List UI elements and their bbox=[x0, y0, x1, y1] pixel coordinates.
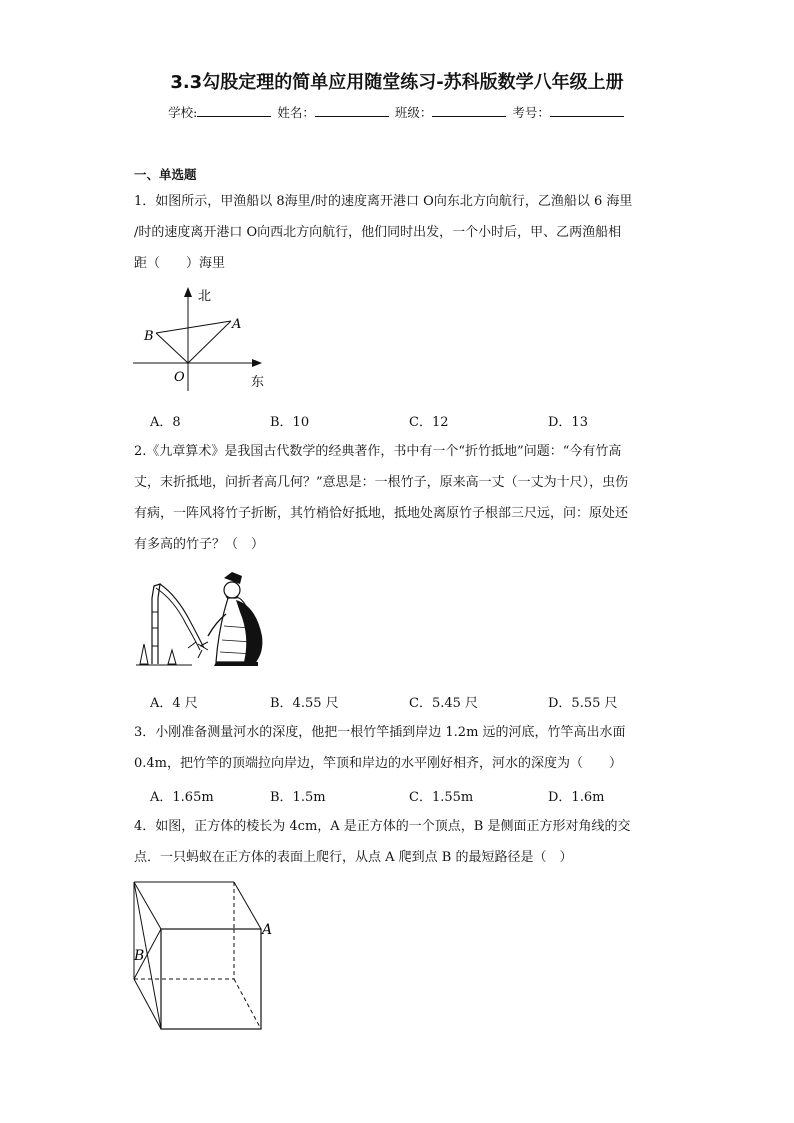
question-4-line-2: 点．一只蚂蚁在正方体的表面上爬行，从点 A 爬到点 B 的最短路径是（ ） bbox=[134, 850, 573, 865]
class-label: 班级： bbox=[394, 105, 433, 120]
question-1-options bbox=[150, 411, 670, 429]
question-4-cube-figure bbox=[126, 874, 286, 1034]
segment-ob bbox=[156, 333, 188, 363]
question-1-line-3: 距（ ）海里 bbox=[134, 256, 226, 271]
school-blank[interactable] bbox=[197, 104, 271, 117]
question-2-line-1: 2.《九章算术》是我国古代数学的经典著作，书中有一个“折竹抵地”问题：“今有竹高 bbox=[134, 444, 622, 459]
north-arrow bbox=[184, 287, 192, 297]
question-1-line-2: /时的速度离开港口 O向西北方向航行，他们同时出发，一个小时后，甲、乙两渔船相 bbox=[134, 225, 622, 240]
name-blank[interactable] bbox=[315, 104, 389, 117]
question-3-line-2: 0.4m，把竹竿的顶端拉向岸边，竿顶和岸边的水平刚好相齐，河水的深度为（ ） bbox=[134, 756, 623, 771]
question-1-line-1: 1．如图所示，甲渔船以 8海里/时的速度离开港口 O向东北方向航行，乙渔船以 6 海里 bbox=[134, 194, 633, 209]
option-c[interactable]: C．5.45 尺 bbox=[409, 696, 479, 711]
section-heading: 一、单选题 bbox=[134, 167, 197, 182]
origin-label: O bbox=[174, 370, 185, 385]
exam-no-blank[interactable] bbox=[550, 104, 624, 117]
question-2-line-3: 有病，一阵风将竹子折断，其竹梢恰好抵地，抵地处离原竹子根部三尺远，问：原处还 bbox=[134, 506, 629, 521]
option-d[interactable]: D．5.55 尺 bbox=[548, 696, 618, 711]
point-a-label: A bbox=[262, 922, 273, 938]
option-d[interactable]: D．1.6m bbox=[548, 790, 605, 805]
east-label: 东 bbox=[251, 375, 265, 390]
student-info-line bbox=[0, 103, 794, 121]
east-arrow bbox=[252, 359, 262, 367]
question-2-options bbox=[150, 692, 670, 710]
question-3-line-1: 3．小刚准备测量河水的深度，他把一根竹竿插到岸边 1.2m 远的河底，竹竿高出水面 bbox=[134, 725, 626, 740]
option-a[interactable]: A．4 尺 bbox=[150, 696, 198, 711]
question-1-figure bbox=[128, 283, 278, 393]
question-2-illustration bbox=[132, 566, 268, 670]
question-3-options bbox=[150, 786, 670, 804]
option-c[interactable]: C．12 bbox=[409, 415, 449, 430]
page-title: 3.3勾股定理的简单应用随堂练习-苏科版数学八年级上册 bbox=[170, 72, 624, 93]
question-4-line-1: 4．如图，正方体的棱长为 4cm，A 是正方体的一个顶点，B 是侧面正方形对角线的交 bbox=[134, 819, 631, 834]
option-a[interactable]: A．1.65m bbox=[150, 790, 214, 805]
question-1 bbox=[134, 186, 664, 279]
point-a-label: A bbox=[232, 317, 242, 332]
point-b-label: B bbox=[134, 948, 145, 964]
option-d[interactable]: D．13 bbox=[548, 415, 588, 430]
school-label: 学校: bbox=[168, 105, 198, 120]
exam-no-label: 考号： bbox=[512, 105, 550, 120]
segment-ab bbox=[156, 321, 231, 333]
option-b[interactable]: B．10 bbox=[270, 415, 310, 430]
question-3 bbox=[134, 717, 664, 779]
option-b[interactable]: B．1.5m bbox=[270, 790, 326, 805]
option-c[interactable]: C．1.55m bbox=[409, 790, 474, 805]
name-label: 姓名： bbox=[277, 105, 315, 120]
question-2 bbox=[134, 436, 664, 560]
option-a[interactable]: A．8 bbox=[150, 415, 181, 430]
question-2-line-2: 丈，末折抵地，问折者高几何？”意思是：一根竹子，原来高一丈（一丈为十尺），虫伤 bbox=[134, 475, 629, 490]
option-b[interactable]: B．4.55 尺 bbox=[270, 696, 339, 711]
class-blank[interactable] bbox=[432, 104, 506, 117]
point-b-label: B bbox=[144, 329, 154, 344]
north-label: 北 bbox=[198, 289, 212, 304]
question-4 bbox=[134, 811, 664, 873]
question-2-line-4: 有多高的竹子？（ ） bbox=[134, 537, 265, 552]
